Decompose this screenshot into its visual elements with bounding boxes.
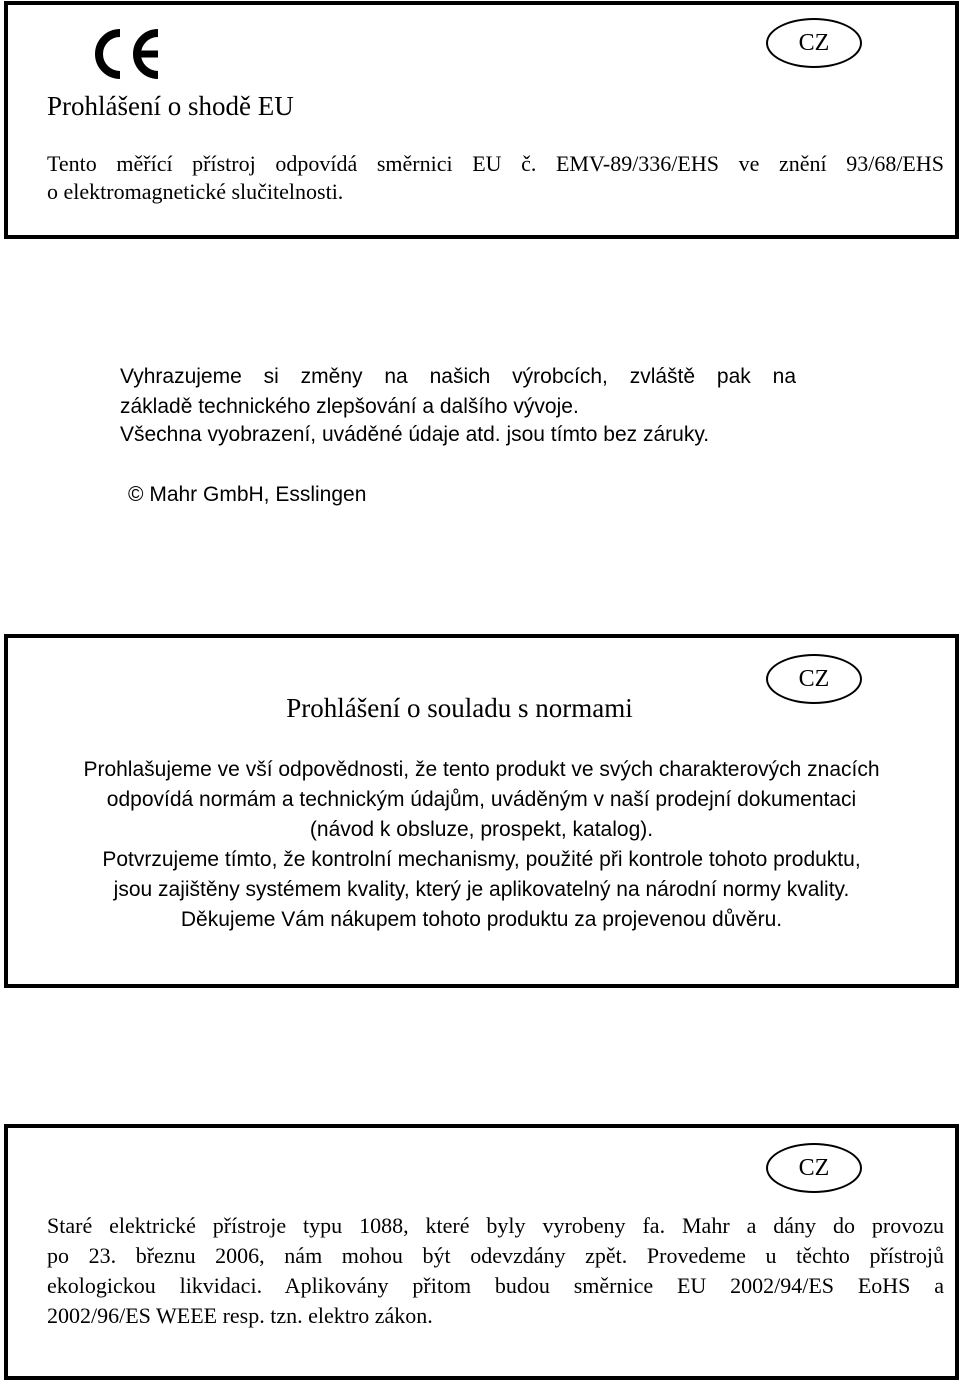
disposal-text-line: po 23. březnu 2006, nám mohou být odevzdány zpět. Provedeme u těchto přístrojů [47, 1243, 944, 1268]
reservation-text-line: základě technického zlepšování a dalšího vývoje. [120, 395, 579, 418]
disposal-text-line: 2002/96/ES WEEE resp. tzn. elektro zákon. [47, 1303, 433, 1328]
ce-declaration-box [4, 1, 959, 239]
language-badge-cz: CZ [766, 654, 862, 704]
disposal-notice-box [4, 1124, 959, 1380]
copyright-line [128, 480, 366, 510]
ce-declaration-text-line: Tento měřící přístroj odpovídá směrnici EU č. EMV-89/336/EHS ve znění 93/68/EHS [47, 151, 944, 176]
conformity-text-line: Děkujeme Vám nákupem tohoto produktu za projevenou důvěru. [180, 908, 783, 931]
ce-declaration-text-line: o elektromagnetické slučitelnosti. [47, 179, 344, 204]
ce-declaration-title: Prohlášení o shodě EU [47, 91, 294, 121]
conformity-title: Prohlášení o souladu s normami [286, 693, 633, 723]
language-badge-cz: CZ [766, 18, 862, 68]
conformity-declaration-box [4, 634, 959, 988]
conformity-text-line: (návod k obsluze, prospekt, katalog). [309, 818, 654, 841]
reservation-text-line: Všechna vyobrazení, uváděné údaje atd. jsou tímto bez záruky. [120, 423, 710, 446]
disposal-text-line: ekologickou likvidaci. Aplikovány přitom budou směrnice EU 2002/94/ES EoHS a [47, 1273, 944, 1298]
copyright-symbol: © [128, 483, 144, 506]
conformity-text-line: jsou zajištěny systémem kvality, který je aplikovatelný na národní normy kvality. [113, 878, 850, 901]
language-badge-cz: CZ [766, 1143, 862, 1193]
conformity-text-line: Prohlašujeme ve vší odpovědnosti, že tento produkt ve svých charakterových znacích [83, 758, 880, 781]
conformity-text-line: odpovídá normám a technickým údajům, uváděným v naší prodejní dokumentaci [106, 788, 857, 811]
conformity-text-line: Potvrzujeme tímto, že kontrolní mechanismy, použité při kontrole tohoto produktu, [102, 848, 861, 871]
disposal-text-line: Staré elektrické přístroje typu 1088, které byly vyrobeny fa. Mahr a dány do provozu [47, 1213, 944, 1238]
ce-mark-icon [90, 29, 164, 79]
copyright-holder: Mahr GmbH, Esslingen [149, 483, 367, 506]
reservation-text-line: Vyhrazujeme si změny na našich výrobcích, zvláště pak na [120, 365, 796, 388]
